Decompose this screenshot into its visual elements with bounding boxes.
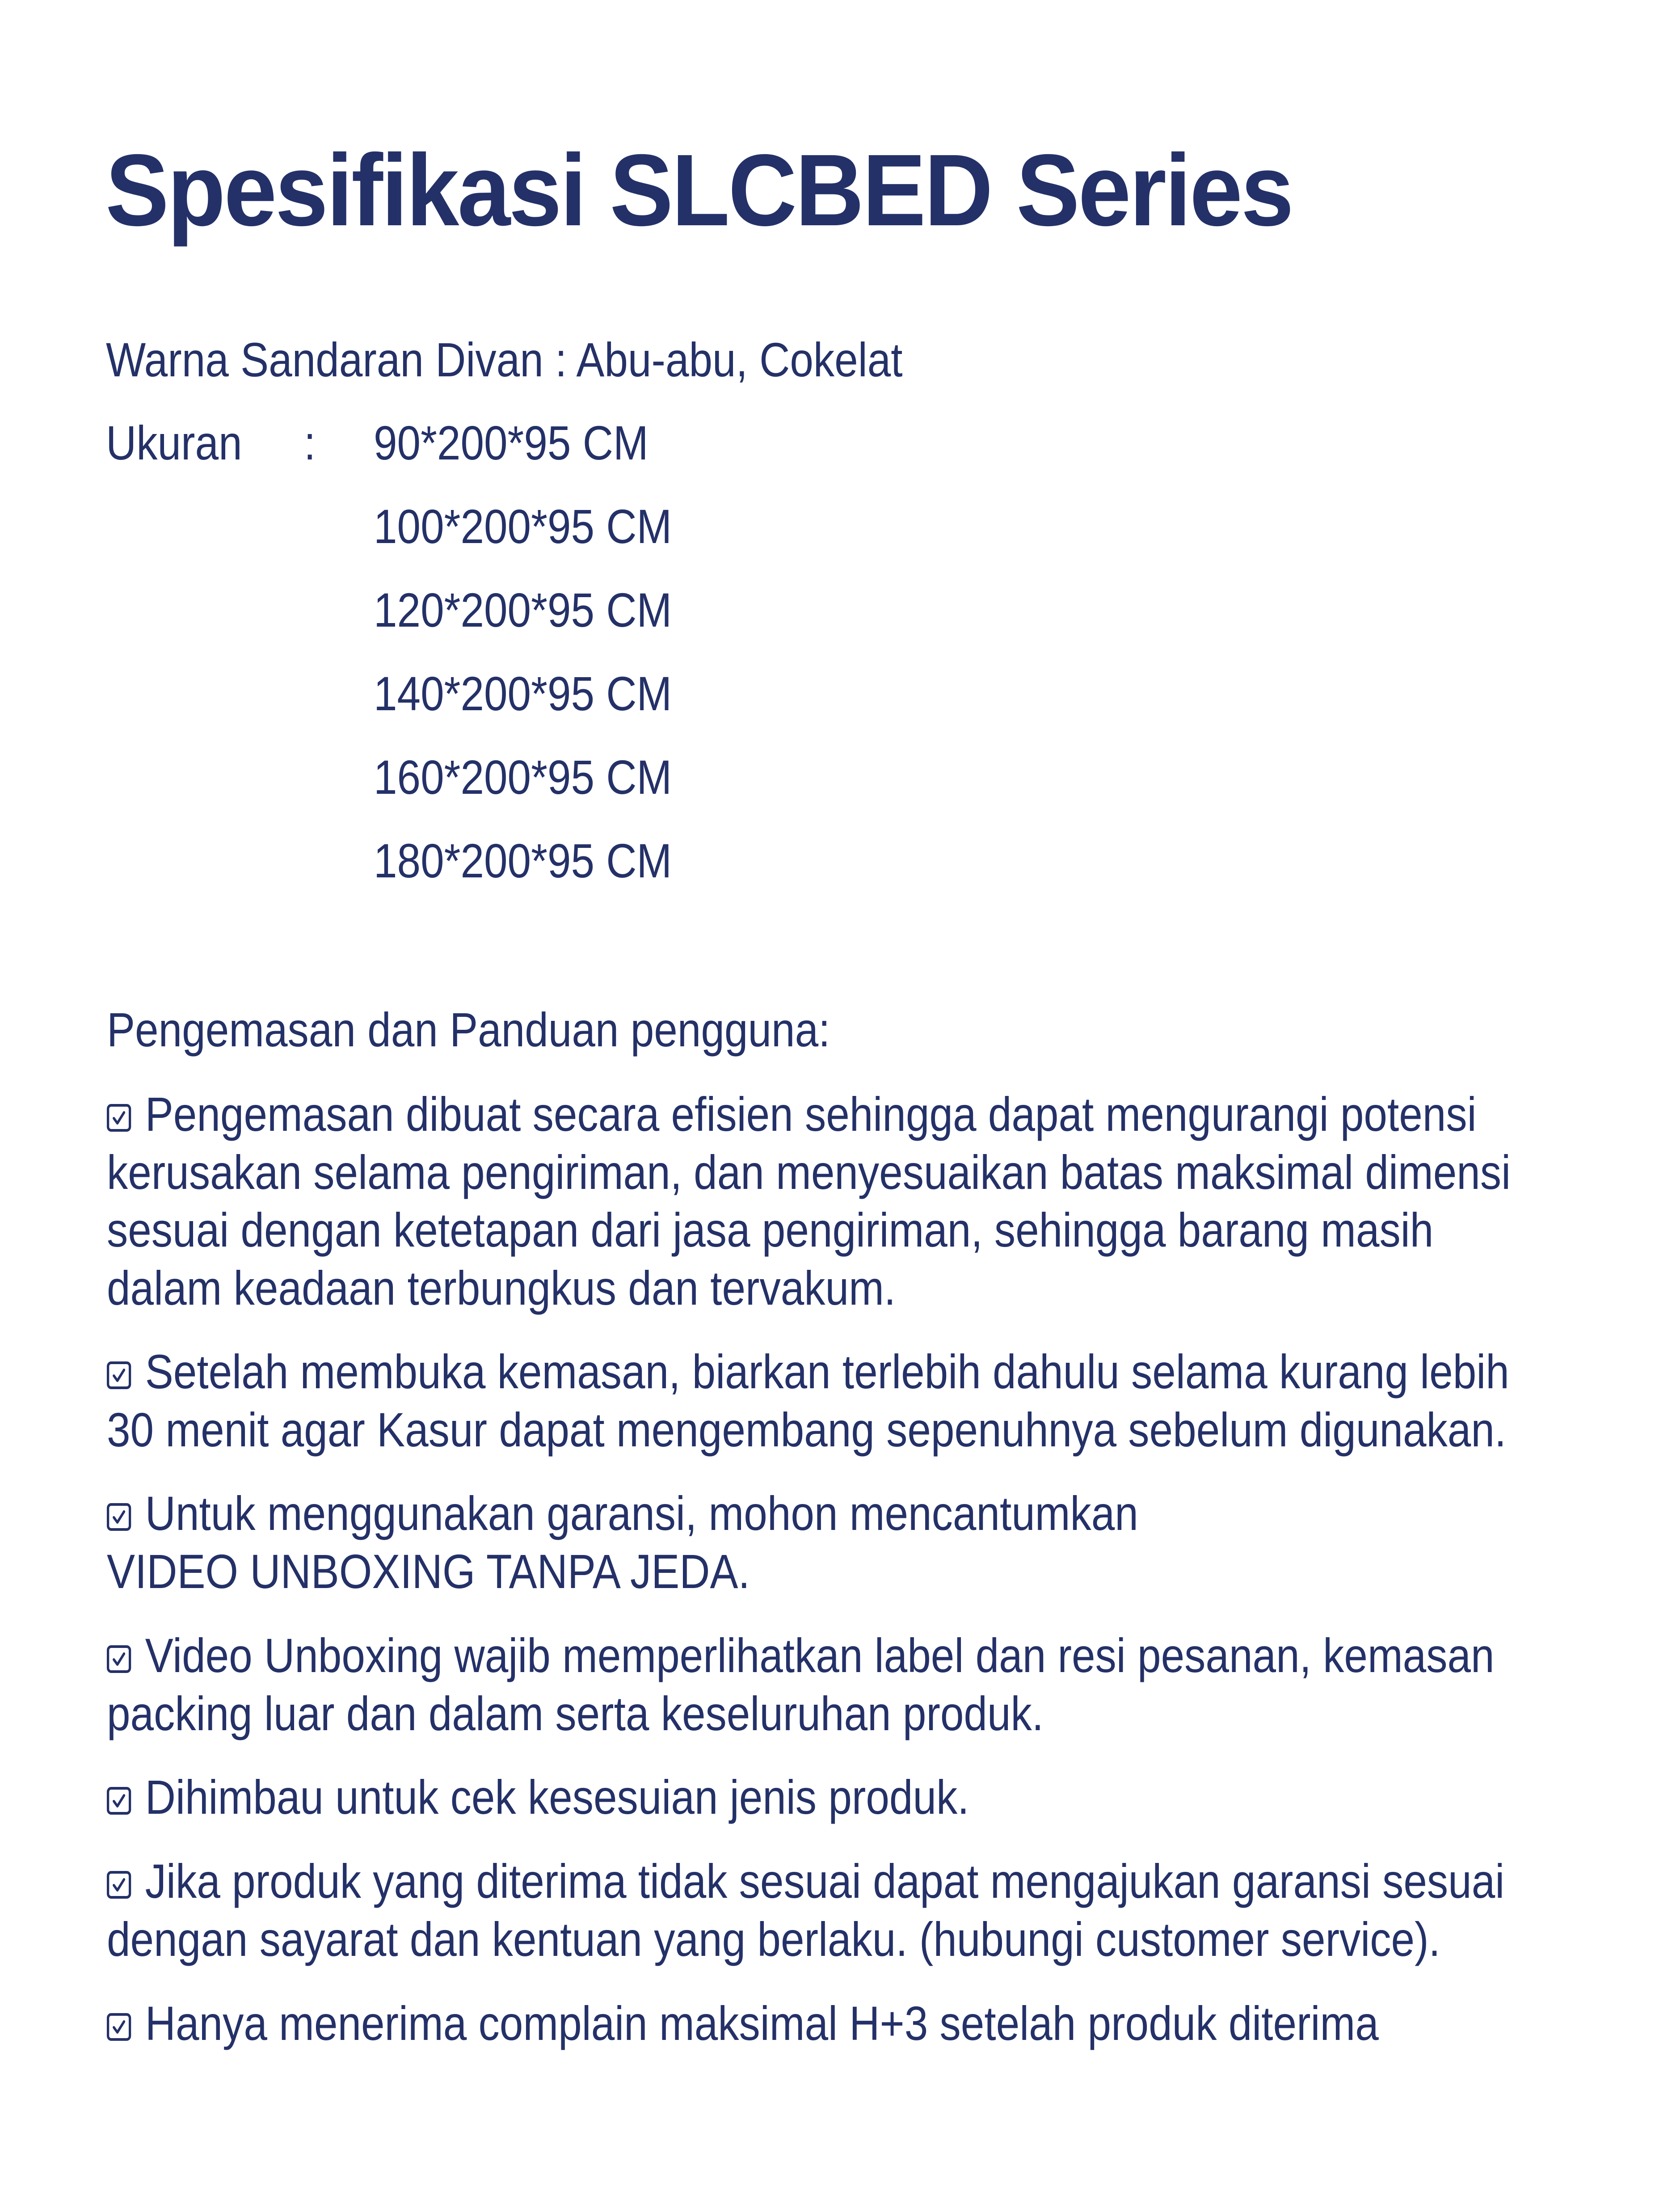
size-item: 140*200*95 CM (374, 666, 672, 720)
checked-box-icon (107, 2013, 131, 2041)
checked-box-icon (107, 1361, 131, 1389)
checked-box-icon (107, 1787, 131, 1815)
guide-item-text: packing luar dan dalam serta keseluruhan produk. (107, 1686, 1044, 1740)
guide-item-text: 30 menit agar Kasur dapat mengembang sepenuhnya sebelum digunakan. (107, 1402, 1507, 1457)
guide-item-text: Video Unboxing wajib memperlihatkan label dan resi pesanan, kemasan (145, 1628, 1495, 1682)
size-item: 100*200*95 CM (374, 499, 672, 553)
checked-box-icon (107, 1104, 131, 1132)
guide-item-text: Setelah membuka kemasan, biarkan terlebih dahulu selama kurang lebih (145, 1344, 1509, 1399)
guide-item (107, 1343, 1676, 1458)
guide-item-text: dalam keadaan terbungkus dan tervakum. (107, 1260, 896, 1315)
guide-item (107, 1994, 1560, 2052)
color-spec-row (106, 331, 1016, 389)
guide-item-text: kerusakan selama pengiriman, dan menyesuaikan batas maksimal dimensi (107, 1145, 1511, 1199)
checked-box-icon (107, 1645, 131, 1673)
guide-item-text: sesuai dengan ketetapan dari jasa pengiriman, sehingga barang masih (107, 1203, 1434, 1257)
guide-item (107, 1852, 1676, 1968)
guide-item-text: Untuk menggunakan garansi, mohon mencantumkan (145, 1486, 1138, 1540)
size-item: 180*200*95 CM (374, 834, 672, 888)
guide-item (107, 1085, 1676, 1317)
size-label: Ukuran (106, 416, 242, 470)
size-separator: : (304, 416, 316, 470)
guide-item-text: VIDEO UNBOXING TANPA JEDA. (107, 1544, 750, 1598)
guide-item (107, 1484, 1286, 1600)
page-title: Spesifikasi SLCBED Series (105, 134, 1293, 247)
guide-heading: Pengemasan dan Panduan pengguna: (107, 1003, 830, 1057)
guide-item (107, 1626, 1676, 1742)
size-item: 120*200*95 CM (374, 583, 672, 637)
color-spec-text: Warna Sandaran Divan : Abu-abu, Cokelat (106, 333, 903, 387)
guide-item-text: Dihimbau untuk cek kesesuian jenis produk. (145, 1770, 969, 1824)
checked-box-icon (107, 1871, 131, 1899)
guide-item-text: Jika produk yang diterima tidak sesuai dapat mengajukan garansi sesuai (145, 1854, 1505, 1908)
guide-item-text: dengan sayarat dan kentuan yang berlaku. (hubungi customer service). (107, 1912, 1440, 1966)
guide-item-text: Hanya menerima complain maksimal H+3 setelah produk diterima (145, 1996, 1379, 2050)
guide-item-text: Pengemasan dibuat secara efisien sehingga dapat mengurangi potensi (145, 1087, 1477, 1141)
guide-item (107, 1768, 1092, 1826)
size-item: 160*200*95 CM (374, 750, 672, 804)
checked-box-icon (107, 1503, 131, 1531)
size-item: 90*200*95 CM (374, 416, 649, 470)
